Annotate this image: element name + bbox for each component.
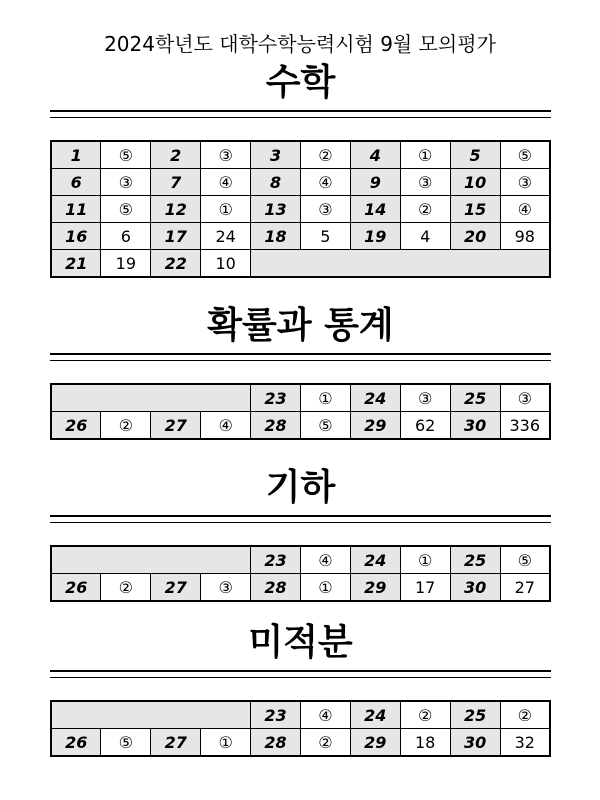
answer-cell: ③ xyxy=(300,196,350,223)
answer-cell: ③ xyxy=(400,169,450,196)
answer-cell: 18 xyxy=(400,729,450,757)
answer-cell: 4 xyxy=(400,223,450,250)
question-number: 21 xyxy=(51,250,101,278)
question-number: 19 xyxy=(350,223,400,250)
question-number: 30 xyxy=(450,729,500,757)
question-number: 28 xyxy=(251,729,301,757)
question-number: 27 xyxy=(151,574,201,602)
question-number: 24 xyxy=(350,546,400,574)
question-number: 4 xyxy=(350,141,400,169)
answer-cell: ① xyxy=(201,196,251,223)
double-rule xyxy=(50,353,551,361)
empty-cell xyxy=(51,384,251,412)
question-number: 27 xyxy=(151,412,201,440)
answer-cell: ① xyxy=(201,729,251,757)
answer-cell: ④ xyxy=(300,701,350,729)
double-rule xyxy=(50,110,551,118)
question-number: 12 xyxy=(151,196,201,223)
answer-cell: ① xyxy=(300,574,350,602)
question-number: 26 xyxy=(51,729,101,757)
question-number: 18 xyxy=(251,223,301,250)
section-geometry xyxy=(50,467,551,602)
question-number: 30 xyxy=(450,412,500,440)
question-number: 29 xyxy=(350,574,400,602)
answer-cell: ② xyxy=(101,574,151,602)
question-number: 30 xyxy=(450,574,500,602)
answer-cell: ⑤ xyxy=(300,412,350,440)
section-calculus xyxy=(50,622,551,757)
answer-cell: ① xyxy=(400,546,450,574)
question-number: 25 xyxy=(450,701,500,729)
table-row xyxy=(51,574,550,602)
question-number: 13 xyxy=(251,196,301,223)
answer-cell: ③ xyxy=(201,574,251,602)
answer-table-calculus xyxy=(50,700,551,757)
answer-cell: ③ xyxy=(500,384,550,412)
double-rule xyxy=(50,670,551,678)
question-number: 15 xyxy=(450,196,500,223)
section-title: 미적분 xyxy=(248,622,353,663)
question-number: 24 xyxy=(350,701,400,729)
double-rule xyxy=(50,515,551,523)
question-number: 26 xyxy=(51,574,101,602)
empty-cell xyxy=(51,701,251,729)
answer-cell: ⑤ xyxy=(101,729,151,757)
answer-cell: 5 xyxy=(300,223,350,250)
question-number: 23 xyxy=(251,701,301,729)
answer-table-geometry xyxy=(50,545,551,602)
answer-cell: ④ xyxy=(300,169,350,196)
table-row xyxy=(51,701,550,729)
empty-cell xyxy=(51,546,251,574)
question-number: 7 xyxy=(151,169,201,196)
question-number: 3 xyxy=(251,141,301,169)
table-row xyxy=(51,141,550,169)
answer-cell: 62 xyxy=(400,412,450,440)
answer-cell: 98 xyxy=(500,223,550,250)
answer-cell: ⑤ xyxy=(500,141,550,169)
question-number: 29 xyxy=(350,729,400,757)
table-row xyxy=(51,196,550,223)
answer-cell: 336 xyxy=(500,412,550,440)
question-number: 6 xyxy=(51,169,101,196)
section-title: 수학 xyxy=(265,62,336,103)
question-number: 26 xyxy=(51,412,101,440)
answer-cell: ② xyxy=(300,141,350,169)
question-number: 23 xyxy=(251,384,301,412)
question-number: 9 xyxy=(350,169,400,196)
answer-cell: ④ xyxy=(201,169,251,196)
question-number: 23 xyxy=(251,546,301,574)
table-row xyxy=(51,223,550,250)
answer-cell: ③ xyxy=(101,169,151,196)
answer-cell: ③ xyxy=(400,384,450,412)
question-number: 27 xyxy=(151,729,201,757)
question-number: 8 xyxy=(251,169,301,196)
answer-cell: ② xyxy=(400,701,450,729)
question-number: 22 xyxy=(151,250,201,278)
question-number: 5 xyxy=(450,141,500,169)
answer-cell: ② xyxy=(400,196,450,223)
question-number: 25 xyxy=(450,384,500,412)
question-number: 28 xyxy=(251,412,301,440)
answer-cell: ⑤ xyxy=(101,141,151,169)
answer-cell: ④ xyxy=(300,546,350,574)
question-number: 25 xyxy=(450,546,500,574)
answer-cell: 6 xyxy=(101,223,151,250)
table-row xyxy=(51,412,550,440)
question-number: 2 xyxy=(151,141,201,169)
answer-cell: ① xyxy=(300,384,350,412)
answer-cell: ⑤ xyxy=(101,196,151,223)
table-row xyxy=(51,729,550,757)
answer-cell: ① xyxy=(400,141,450,169)
question-number: 20 xyxy=(450,223,500,250)
answer-cell: 19 xyxy=(101,250,151,278)
table-row xyxy=(51,384,550,412)
section-probability-statistics xyxy=(50,305,551,440)
empty-cell xyxy=(251,250,550,278)
question-number: 11 xyxy=(51,196,101,223)
answer-cell: 10 xyxy=(201,250,251,278)
answer-table-probability xyxy=(50,383,551,440)
answer-cell: 17 xyxy=(400,574,450,602)
answer-cell: ② xyxy=(500,701,550,729)
answer-cell: ③ xyxy=(500,169,550,196)
question-number: 17 xyxy=(151,223,201,250)
answer-cell: ④ xyxy=(500,196,550,223)
answer-cell: ② xyxy=(300,729,350,757)
answer-cell: ③ xyxy=(201,141,251,169)
page-header: 2024학년도 대학수학능력시험 9월 모의평가 xyxy=(104,32,496,56)
question-number: 1 xyxy=(51,141,101,169)
answer-cell: ④ xyxy=(201,412,251,440)
table-row xyxy=(51,250,550,278)
question-number: 24 xyxy=(350,384,400,412)
section-title: 확률과 통계 xyxy=(207,305,394,346)
table-row xyxy=(51,169,550,196)
section-title: 기하 xyxy=(265,467,336,508)
answer-cell: ② xyxy=(101,412,151,440)
question-number: 28 xyxy=(251,574,301,602)
table-row xyxy=(51,546,550,574)
question-number: 10 xyxy=(450,169,500,196)
section-math xyxy=(50,62,551,278)
answer-cell: ⑤ xyxy=(500,546,550,574)
question-number: 16 xyxy=(51,223,101,250)
answer-cell: 24 xyxy=(201,223,251,250)
answer-table-math xyxy=(50,140,551,278)
question-number: 29 xyxy=(350,412,400,440)
answer-cell: 27 xyxy=(500,574,550,602)
answer-cell: 32 xyxy=(500,729,550,757)
question-number: 14 xyxy=(350,196,400,223)
